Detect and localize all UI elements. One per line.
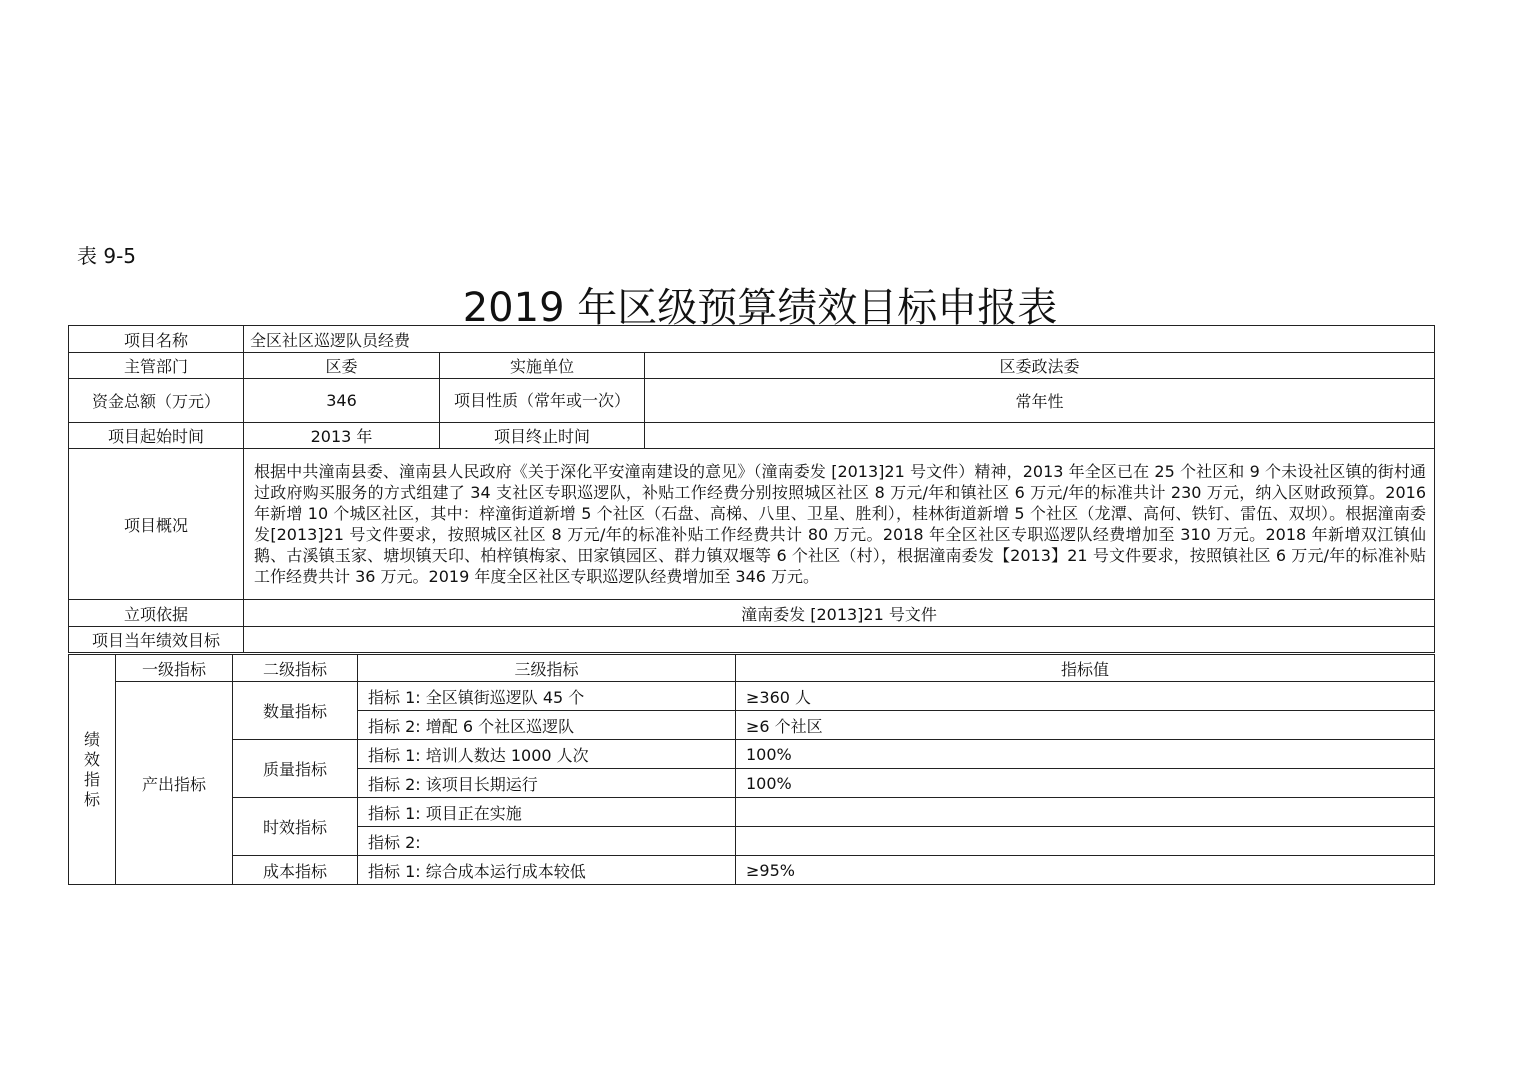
performance-indicators-table: [68, 654, 1435, 885]
header-level1: 一级指标: [116, 655, 233, 682]
funds-row: [69, 379, 1435, 423]
annual-goal-label: 项目当年绩效目标: [69, 627, 244, 653]
total-funds-label: 资金总额（万元）: [69, 379, 244, 423]
level3-indicator: 指标 1: 培训人数达 1000 人次: [358, 740, 736, 769]
basis-row: [69, 600, 1435, 627]
level3-indicator: 指标 2: 增配 6 个社区巡逻队: [358, 711, 736, 740]
implementing-unit-value: 区委政法委: [645, 353, 1435, 379]
level1-output-indicator: 产出指标: [116, 682, 233, 885]
indicator-value: 100%: [736, 769, 1435, 798]
start-time-label: 项目起始时间: [69, 423, 244, 449]
budget-info-table: [68, 325, 1435, 653]
project-name-value: 全区社区巡逻队员经费: [244, 326, 1435, 353]
overview-label: 项目概况: [69, 449, 244, 600]
indicator-value: 100%: [736, 740, 1435, 769]
annual-goal-row: [69, 627, 1435, 653]
indicators-section-label: [69, 655, 116, 885]
section-char: 指: [83, 769, 100, 789]
project-name-label: 项目名称: [69, 326, 244, 353]
level3-indicator: 指标 1: 综合成本运行成本较低: [358, 856, 736, 885]
indicator-row: [69, 798, 1435, 827]
implementing-unit-label: 实施单位: [440, 353, 645, 379]
level3-indicator: 指标 1: 全区镇街巡逻队 45 个: [358, 682, 736, 711]
document-title: 2019 年区级预算绩效目标申报表: [462, 285, 1058, 331]
start-time-value: 2013 年: [244, 423, 440, 449]
department-row: [69, 353, 1435, 379]
header-level2: 二级指标: [233, 655, 358, 682]
section-char: 绩: [83, 729, 100, 749]
section-char: 效: [83, 749, 100, 769]
level2-quantity: 数量指标: [233, 682, 358, 740]
header-value: 指标值: [736, 655, 1435, 682]
department-value: 区委: [244, 353, 440, 379]
level2-quality: 质量指标: [233, 740, 358, 798]
annual-goal-value: [244, 627, 1435, 653]
basis-label: 立项依据: [69, 600, 244, 627]
indicator-row: [69, 856, 1435, 885]
project-name-row: [69, 326, 1435, 353]
table-number-label: 表 9-5: [77, 244, 137, 268]
indicator-value: ≥360 人: [736, 682, 1435, 711]
level2-cost: 成本指标: [233, 856, 358, 885]
level2-timeliness: 时效指标: [233, 798, 358, 856]
overview-row: [69, 449, 1435, 600]
indicator-value: [736, 827, 1435, 856]
basis-value: 潼南委发 [2013]21 号文件: [244, 600, 1435, 627]
project-time-row: [69, 423, 1435, 449]
indicator-value: ≥6 个社区: [736, 711, 1435, 740]
indicators-header-row: [69, 655, 1435, 682]
indicator-value: [736, 798, 1435, 827]
level3-indicator: 指标 2:: [358, 827, 736, 856]
indicator-value: ≥95%: [736, 856, 1435, 885]
total-funds-value: 346: [244, 379, 440, 423]
end-time-label: 项目终止时间: [440, 423, 645, 449]
level3-indicator: 指标 1: 项目正在实施: [358, 798, 736, 827]
end-time-value: [645, 423, 1435, 449]
project-nature-label: 项目性质（常年或一次）: [440, 379, 645, 423]
indicator-row: [69, 682, 1435, 711]
level3-indicator: 指标 2: 该项目长期运行: [358, 769, 736, 798]
overview-text: 根据中共潼南县委、潼南县人民政府《关于深化平安潼南建设的意见》（潼南委发 [2013]21 号文件）精神，2013 年全区已在 25 个社区和 9 个未设社区镇的街村通过政府购买服务的方式组建了 34 支社区专职巡逻队，补贴工作经费分别按照城区社区 8 万元/年和镇社区 6 万元/年的标准共计 230 万元，纳入区财政预算。2016 年新增 10 个城区社区，其中：梓潼街道新增 5 个社区（石盘、高梯、八里、卫星、胜利），桂林街道新增 5 个社区（龙潭、高何、铁钉、雷伍、双坝）。根据潼南委发[2013]21 号文件要求，按照城区社区 8 万元/年的标准补贴工作经费共计 80 万元。2018 年全区社区专职巡逻队经费增加至 310 万元。2018 年新增双江镇仙鹅、古溪镇玉家、塘坝镇天印、柏梓镇梅家、田家镇园区、群力镇双堰等 6 个社区（村），根据潼南委发【2013】21 号文件要求，按照镇社区 6 万元/年的标准补贴工作经费共计 36 万元。2019 年度全区社区专职巡逻队经费增加至 346 万元。: [244, 449, 1435, 600]
project-nature-value: 常年性: [645, 379, 1435, 423]
indicator-row: [69, 740, 1435, 769]
department-label: 主管部门: [69, 353, 244, 379]
header-level3: 三级指标: [358, 655, 736, 682]
section-char: 标: [83, 789, 100, 809]
